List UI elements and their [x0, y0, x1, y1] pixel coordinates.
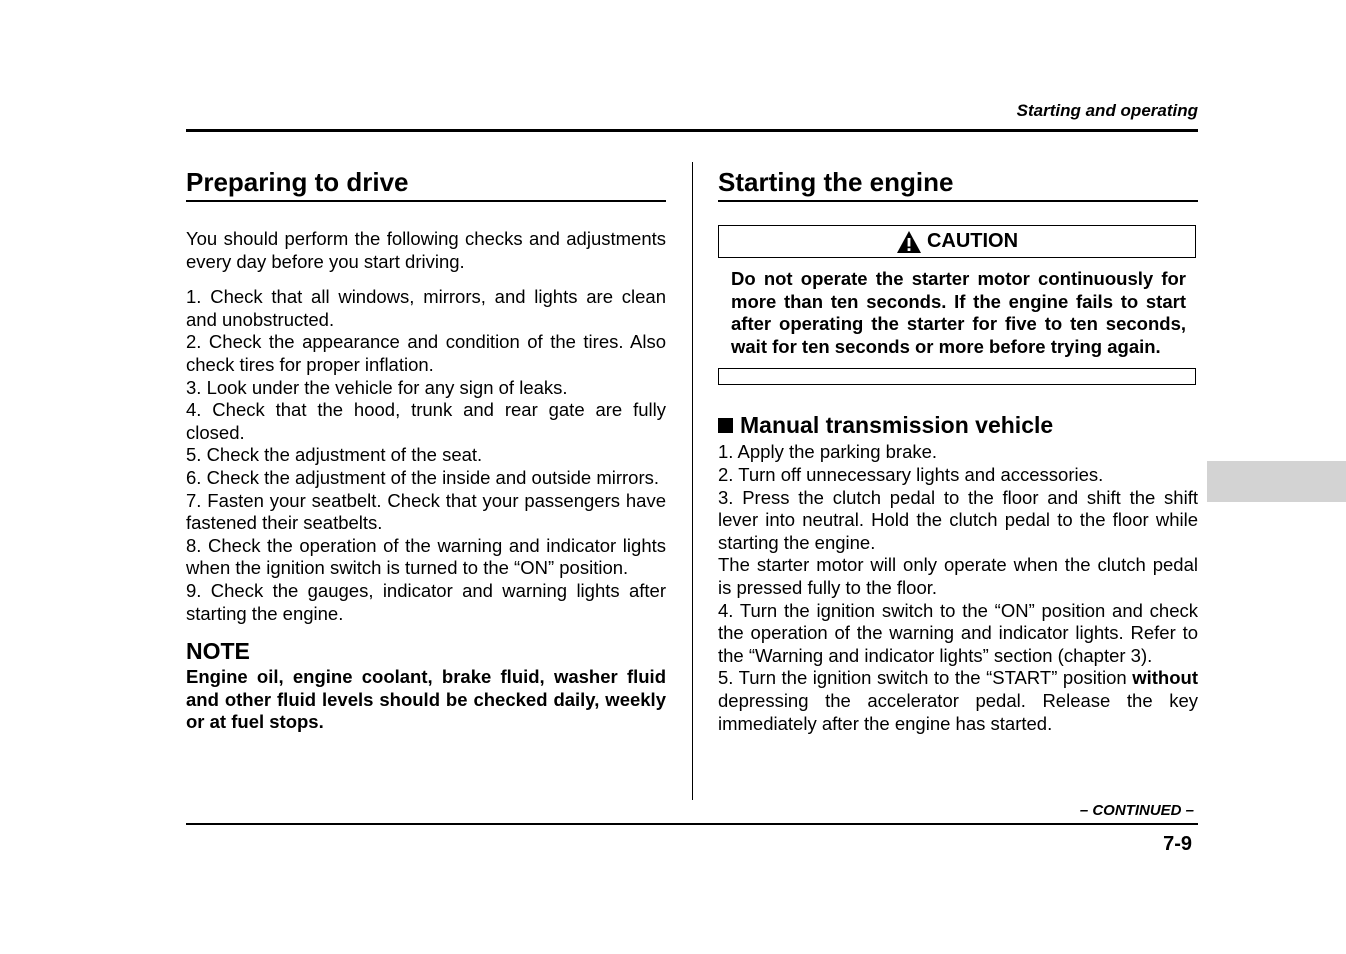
preparing-title: Preparing to drive — [186, 165, 666, 202]
caution-header — [718, 225, 1196, 258]
continued-label: – CONTINUED – — [1079, 802, 1194, 819]
caution-end-box — [718, 368, 1196, 385]
list-item: 9. Check the gauges, indicator and warning lights after starting the engine. — [186, 579, 666, 624]
list-item: 6. Check the adjustment of the inside and outside mirrors. — [186, 466, 660, 488]
header-rule — [186, 129, 1198, 132]
note-text: Engine oil, engine coolant, brake fluid, washer fluid and other fluid levels should be checked daily, weekly or at fuel stops. — [186, 666, 666, 733]
caution-text: Do not operate the starter motor continuously for more than ten seconds. If the engine fails to start after operating the starter for five to ten seconds, wait for ten seconds or more before trying again. — [731, 268, 1186, 357]
note-title: NOTE — [186, 638, 250, 665]
list-item: 3. Look under the vehicle for any sign of leaks. — [186, 376, 568, 398]
warning-triangle-icon — [896, 230, 922, 254]
list-item: 7. Fasten your seatbelt. Check that your passengers have fastened their seatbelts. — [186, 489, 666, 534]
left-column — [186, 165, 666, 734]
footer-rule — [186, 823, 1198, 825]
chapter-header: Starting and operating — [1016, 101, 1198, 120]
list-item: The starter motor will only operate when the clutch pedal is pressed fully to the floor. — [718, 554, 1198, 598]
list-item: 1. Apply the parking brake. — [718, 441, 938, 463]
list-item — [718, 667, 1198, 735]
caution-label: CAUTION — [926, 230, 1019, 253]
column-divider — [692, 162, 693, 800]
item5-suffix: depressing the accelerator pedal. Release the key immediately after the engine has started. — [718, 689, 1198, 734]
checklist — [186, 286, 666, 625]
right-column — [718, 165, 1198, 735]
list-item: 8. Check the operation of the warning and indicator lights when the ignition switch is turned to the “ON” position. — [186, 534, 666, 579]
item5-emphasis: without — [1132, 667, 1198, 689]
preparing-intro: You should perform the following checks and adjustments every day before you start driving. — [186, 228, 666, 272]
starting-title: Starting the engine — [718, 165, 1198, 202]
list-item: 2. Check the appearance and condition of the tires. Also check tires for proper inflation. — [186, 331, 666, 375]
list-item: 2. Turn off unnecessary lights and accessories. — [718, 463, 1104, 485]
item5-prefix: 5. Turn the ignition switch to the “START” position — [718, 667, 1133, 689]
list-item: 4. Turn the ignition switch to the “ON” position and check the operation of the warning and indicator lights. Refer to the “Warning and indicator lights” section (chapter 3). — [718, 599, 1198, 666]
page-number: 7-9 — [1163, 833, 1192, 855]
list-item: 1. Check that all windows, mirrors, and lights are clean and unobstructed. — [186, 286, 666, 330]
chapter-tab-marker — [1207, 461, 1346, 502]
procedure-list — [718, 441, 1198, 735]
manual-transmission-heading — [718, 410, 1198, 440]
list-item: 5. Check the adjustment of the seat. — [186, 444, 483, 466]
list-item: 3. Press the clutch pedal to the floor and shift the shift lever into neutral. Hold the clutch pedal to the floor while starting the engine. — [718, 486, 1198, 553]
square-bullet-icon — [718, 418, 733, 433]
subsection-title: Manual transmission vehicle — [740, 412, 1054, 439]
list-item: 4. Check that the hood, trunk and rear gate are fully closed. — [186, 399, 666, 443]
